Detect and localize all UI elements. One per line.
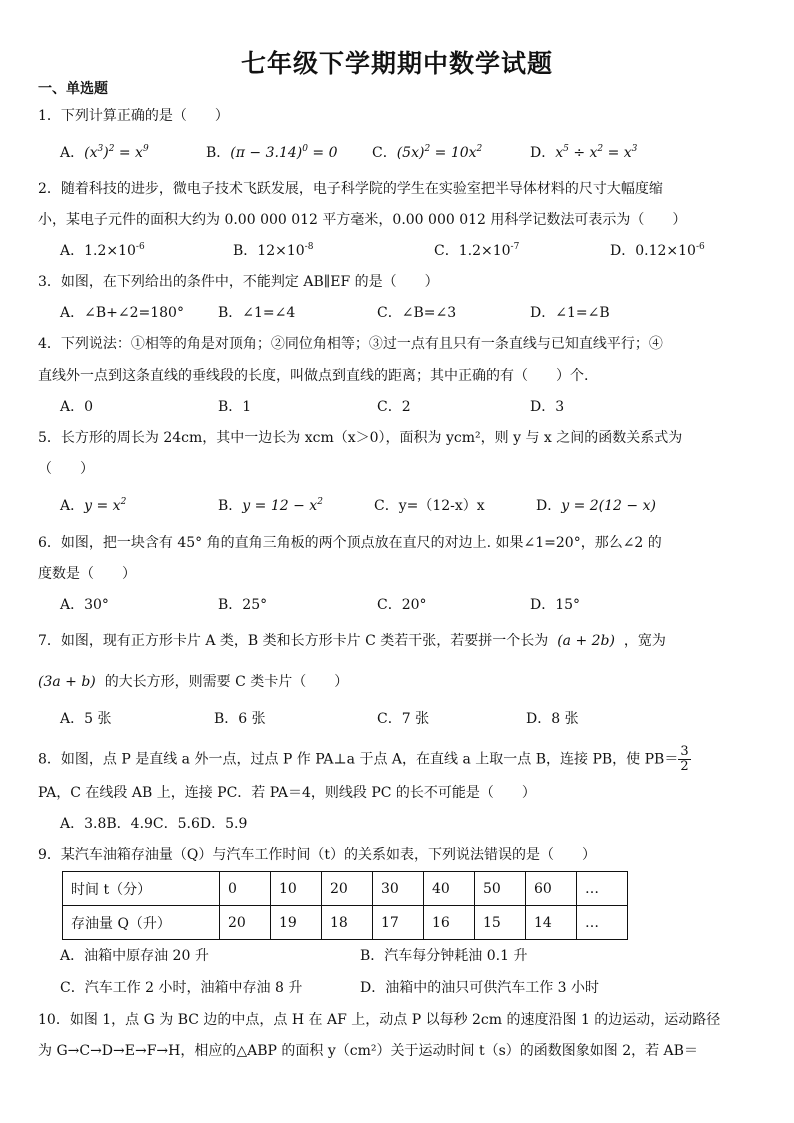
q2-option-c: C．$1.2\times 10^{-7}$ bbox=[434, 242, 520, 259]
q7-option-a: A．5 张 bbox=[60, 711, 112, 727]
q5-stem-line1: 5．长方形的周长为 24cm，其中一边长为 xcm（x＞0），面积为 ycm²，则 y 与 x 之间的函数关系式为 bbox=[38, 430, 683, 446]
section-heading: 一、单选题 bbox=[38, 81, 108, 97]
q5-option-b: B．$y = 12 - x^2$ bbox=[218, 497, 323, 514]
q1-option-a: A．$(x^3)^2 = x^9$ bbox=[60, 144, 149, 161]
q4-option-c: C．2 bbox=[377, 399, 411, 415]
q4-stem-line1: 4．下列说法：①相等的角是对顶角；②同位角相等；③过一点有且只有一条直线与已知直线平行；④ bbox=[38, 336, 663, 352]
q5-option-c: C．y=（12-x）x bbox=[374, 498, 485, 514]
q9-option-b: B．汽车每分钟耗油 0.1 升 bbox=[360, 948, 528, 964]
q5-option-d: D．y = 2(12 − x) bbox=[536, 498, 656, 514]
q4-option-d: D．3 bbox=[530, 399, 565, 415]
q5-stem-line2: （ ） bbox=[38, 461, 94, 477]
q3-option-b: B．∠1=∠4 bbox=[218, 305, 296, 321]
q6-option-b: B．25° bbox=[218, 597, 268, 613]
q2-option-d: D．$0.12\times 10^{-6}$ bbox=[610, 242, 705, 259]
q1-option-c: C．$(5x)^2 = 10x^2$ bbox=[372, 144, 483, 161]
q6-stem-line1: 6．如图，把一块含有 45° 角的直角三角板的两个顶点放在直尺的对边上. 如果∠1=20°，那么∠2 的 bbox=[38, 535, 662, 551]
q2-option-b: B．$12\times 10^{-8}$ bbox=[233, 242, 314, 259]
q9-data-table bbox=[62, 871, 628, 940]
q6-stem-line2: 度数是（ ） bbox=[38, 566, 136, 582]
q7-stem-line2: (3a + b) 的大长方形，则需要 C 类卡片（ ） bbox=[38, 674, 349, 690]
q9-option-a: A．油箱中原存油 20 升 bbox=[60, 948, 209, 964]
q2-stem-line1: 2．随着科技的进步，微电子技术飞跃发展，电子科学院的学生在实验室把半导体材料的尺寸大幅度缩 bbox=[38, 181, 663, 197]
q3-option-d: D．∠1=∠B bbox=[530, 305, 610, 321]
q9-option-c: C．汽车工作 2 小时，油箱中存油 8 升 bbox=[60, 980, 303, 996]
q7-stem-line1: 7．如图，现有正方形卡片 A 类，B 类和长方形卡片 C 类若干张，若要拼一个长为 (a + 2b) ，宽为 bbox=[38, 633, 666, 649]
q10-stem-line2: 为 G→C→D→E→F→H，相应的△ABP 的面积 y（cm²）关于运动时间 t（s）的函数图象如图 2，若 AB＝ bbox=[38, 1043, 698, 1059]
page-title: 七年级下学期期中数学试题 bbox=[240, 49, 553, 78]
q3-option-c: C．∠B=∠3 bbox=[377, 305, 457, 321]
q1-option-d: D．$x^5 \div x^2 = x^3$ bbox=[530, 144, 638, 161]
q1-option-b: B．$(\pi - 3.14)^0 = 0$ bbox=[206, 144, 338, 161]
q4-stem-line2: 直线外一点到这条直线的垂线段的长度，叫做点到直线的距离；其中正确的有（ ）个. bbox=[38, 368, 589, 384]
q10-stem-line1: 10．如图 1，点 G 为 BC 边的中点，点 H 在 AF 上，动点 P 以每秒 2cm 的速度沿图 1 的边运动，运动路径 bbox=[38, 1012, 721, 1028]
q3-stem: 3．如图，在下列给出的条件中，不能判定 AB∥EF 的是（ ） bbox=[38, 274, 439, 290]
q3-option-a: A．∠B+∠2=180° bbox=[60, 305, 184, 321]
q2-stem-line2: 小，某电子元件的面积大约为 0.00 000 012 平方毫米，0.00 000 012 用科学记数法可表示为（ ） bbox=[38, 212, 687, 228]
q7-option-b: B．6 张 bbox=[214, 711, 266, 727]
q8-stem-line2: PA，C 在线段 AB 上，连接 PC．若 PA＝4，则线段 PC 的长不可能是（ ） bbox=[38, 785, 536, 801]
q8-stem-line1: 8．如图，点 P 是直线 a 外一点，过点 P 作 PA⊥a 于点 A，在直线 a 上取一点 B，连接 PB，使 PB＝ $\frac{3}{2}$ bbox=[38, 744, 689, 774]
q7-option-d: D．8 张 bbox=[526, 711, 579, 727]
q9-option-d: D．油箱中的油只可供汽车工作 3 小时 bbox=[360, 980, 600, 996]
q9-stem: 9．某汽车油箱存油量（Q）与汽车工作时间（t）的关系如表，下列说法错误的是（ ） bbox=[38, 847, 597, 863]
q8-options: A．3.8B．4.9C．5.6D．5.9 bbox=[60, 816, 248, 832]
q8-fraction: $\frac{3}{2}$ bbox=[680, 744, 689, 774]
q6-option-c: C．20° bbox=[377, 597, 427, 613]
q2-option-a: A．$1.2\times 10^{-6}$ bbox=[60, 242, 145, 259]
q5-option-a: A．$y = x^2$ bbox=[60, 497, 127, 514]
q6-option-d: D．15° bbox=[530, 597, 581, 613]
table-row: 存油量 Q（升） 20 19 18 17 16 15 14 … bbox=[63, 906, 628, 940]
q7-option-c: C．7 张 bbox=[377, 711, 430, 727]
table-row: 时间 t（分） 0 10 20 30 40 50 60 … bbox=[63, 872, 628, 906]
q6-option-a: A．30° bbox=[60, 597, 109, 613]
q4-option-b: B．1 bbox=[218, 399, 252, 415]
q4-option-a: A．0 bbox=[60, 399, 94, 415]
q1-stem: 1．下列计算正确的是（ ） bbox=[38, 108, 229, 124]
